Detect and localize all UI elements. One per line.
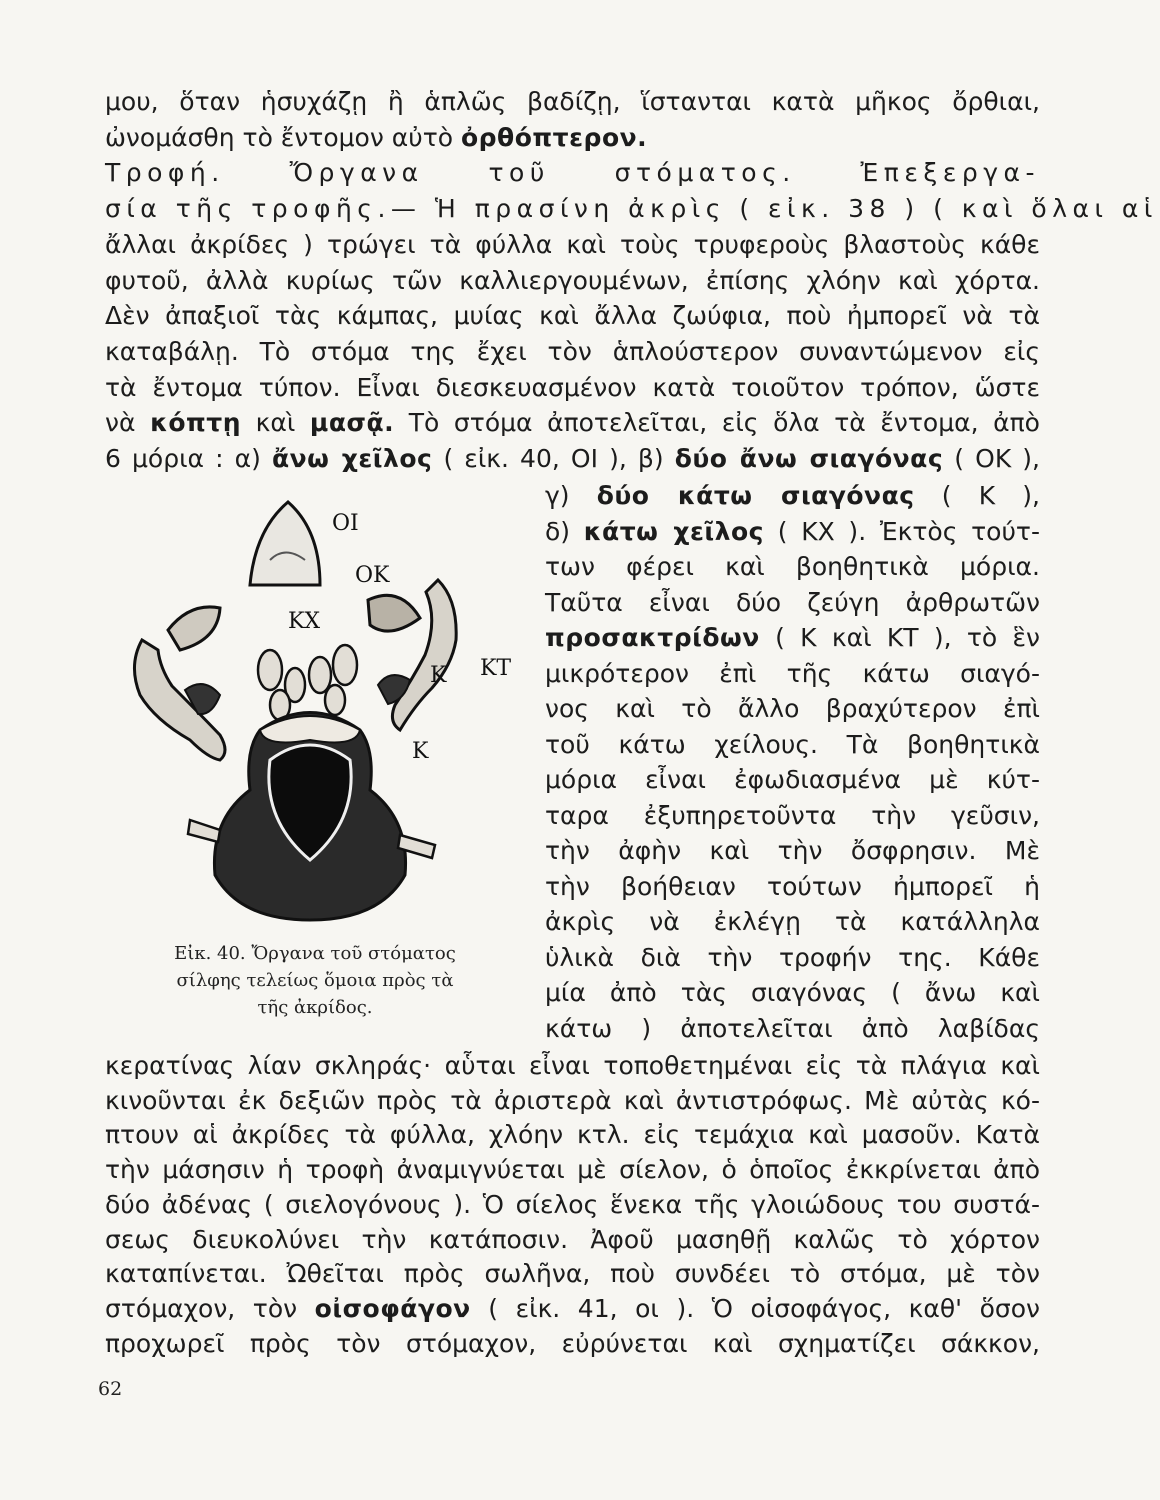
bold-term: οἰσοφάγον — [314, 1293, 471, 1323]
label-k-lower: Κ — [412, 739, 429, 764]
figure-caption-line-3: τῆς ἀκρίδος. — [257, 997, 373, 1018]
mandible-right — [368, 595, 420, 631]
text-line — [105, 405, 1040, 441]
mouthparts-figure — [120, 490, 520, 940]
figure-caption-line-1: Εἰκ. 40. Ὄργανα τοῦ στόματος — [174, 943, 456, 964]
bold-term: μασᾷ. — [309, 408, 395, 438]
text-line: ταρα ἐξυπηρετοῦντα τὴν γεῦσιν, — [545, 800, 1040, 830]
bold-term: κάτω χεῖλος — [583, 516, 764, 546]
text-segment: καὶ — [241, 408, 310, 438]
text-line — [105, 441, 1040, 477]
label-kt: ΚΤ — [480, 656, 512, 681]
page-number: 62 — [98, 1378, 123, 1400]
text-line: δύο ἀδένας ( σιελογόνους ). Ὁ σίελος ἕνεκα τῆς γλοιώδους του συστά- — [105, 1189, 1040, 1219]
label-ok: ΟΚ — [355, 563, 390, 588]
mandible-left — [168, 607, 220, 650]
bold-term: προσακτρίδων — [545, 623, 760, 652]
text-segment: ( Κ ), — [914, 481, 1040, 510]
text-segment: δ) — [545, 516, 584, 546]
text-line: τὴν βοήθειαν τούτων ἠμπορεῖ ἡ — [545, 871, 1040, 901]
text-line: τὴν μάσησιν ἡ τροφὴ ἀναμιγνύεται μὲ σίελον, ὁ ὁποῖος ἐκκρίνεται ἀπὸ — [105, 1155, 1040, 1185]
text-line: κάτω ) ἀποτελεῖται ἀπὸ λαβίδας — [545, 1013, 1040, 1043]
text-line: πτουν αἱ ἀκρίδες τὰ φύλλα, χλόην κτλ. εἰς τεμάχια καὶ μασοῦν. Κατὰ — [105, 1120, 1040, 1150]
text-line — [105, 1291, 1040, 1327]
text-line — [545, 478, 1040, 514]
antenna-left — [188, 820, 220, 842]
bold-term: ἄνω χεῖλος — [271, 444, 433, 473]
text-line: ἄλλαι ἀκρίδες ) τρώγει τὰ φύλλα καὶ τοὺς τρυφεροὺς βλαστοὺς κάθε — [105, 229, 1040, 259]
text-line: σία τῆς τροφῆς.— Ἡ πρασίνη ἀκρὶς ( εἰκ. 38 ) ( καὶ ὅλαι αἱ — [105, 194, 1158, 224]
text-line: μικρότερον ἐπὶ τῆς κάτω σιαγό- — [545, 658, 1040, 688]
text-segment: 6 μόρια : α) — [105, 444, 272, 473]
text-segment: νὰ — [105, 408, 151, 438]
bold-term: δύο κάτω σιαγόνας — [596, 481, 915, 510]
bold-term: κόπτῃ — [150, 408, 242, 438]
text-segment: ( εἰκ. 41, οι ). Ὁ οἰσοφάγος, καθ' ὅσον — [470, 1293, 1040, 1323]
label-oi: ΟΙ — [332, 511, 359, 536]
text-line: καταβάλῃ. Τὸ στόμα της ἔχει τὸν ἁπλούστερον συναντώμενον εἰς — [105, 336, 1040, 366]
label-k-upper: Κ — [430, 663, 447, 688]
text-line — [545, 514, 1040, 550]
text-line: προχωρεῖ πρὸς τὸν στόμαχον, εὐρύνεται καὶ σχηματίζει σάκκον, — [105, 1328, 1040, 1358]
labial-palps — [258, 645, 357, 720]
text-line — [105, 120, 1040, 156]
text-line: καταπίνεται. Ὠθεῖται πρὸς σωλῆνα, ποὺ συνδέει τὸ στόμα, μὲ τὸν — [105, 1259, 1040, 1289]
text-line: κερατίνας λίαν σκληράς· αὗται εἶναι τοποθετημέναι εἰς τὰ πλάγια καὶ — [105, 1051, 1040, 1080]
bold-term: δύο ἄνω σιαγόνας — [674, 444, 944, 473]
text-line: τὰ ἔντομα τύπον. Εἶναι διεσκευασμένον κατὰ τοιοῦτον τρόπον, ὥστε — [105, 372, 1040, 402]
text-line: φυτοῦ, ἀλλὰ κυρίως τῶν καλλιεργουμένων, ἐπίσης χλόην καὶ χόρτα. — [105, 265, 1040, 295]
text-line: Τροφή. Ὄργανα τοῦ στόματος. Ἐπεξεργα- — [105, 158, 1040, 188]
text-line: των φέρει καὶ βοηθητικὰ μόρια. — [545, 552, 1040, 581]
text-segment: ( ΟΚ ), — [943, 444, 1041, 473]
text-segment: ( Κ καὶ ΚΤ ), τὸ ἓν — [759, 623, 1040, 652]
text-line: τοῦ κάτω χείλους. Τὰ βοηθητικὰ — [545, 729, 1040, 759]
text-line: μία ἀπὸ τὰς σιαγόνας ( ἄνω καὶ — [545, 978, 1040, 1007]
text-segment: γ) — [545, 481, 597, 510]
text-line: Δὲν ἀπαξιοῖ τὰς κάμπας, μυίας καὶ ἄλλα ζωύφια, ποὺ ἠμπορεῖ νὰ τὰ — [105, 301, 1040, 331]
text-segment: ὠνομάσθη τὸ ἔντομον αὐτὸ — [105, 122, 461, 152]
text-segment: στόμαχον, τὸν — [105, 1293, 315, 1323]
figure-caption-line-2: σίλφης τελείως ὅμοια πρὸς τὰ — [176, 970, 454, 991]
text-line: Ταῦτα εἶναι δύο ζεύγη ἀρθρωτῶν — [545, 587, 1040, 617]
text-line: κινοῦνται ἐκ δεξιῶν πρὸς τὰ ἀριστερὰ καὶ ἀντιστρόφως. Μὲ αὐτὰς κό- — [105, 1085, 1040, 1115]
text-line: ἀκρὶς νὰ ἐκλέγῃ τὰ κατάλληλα — [545, 907, 1040, 936]
labrum-shape — [250, 502, 320, 585]
text-line: σεως διευκολύνει τὴν κατάποσιν. Ἀφοῦ μασηθῇ καλῶς τὸ χόρτον — [105, 1224, 1040, 1254]
text-segment: ( ΚΧ ). Ἐκτὸς τούτ- — [763, 516, 1040, 546]
text-line: μόρια εἶναι ἐφωδιασμένα μὲ κύτ- — [545, 765, 1040, 794]
text-line: ὑλικὰ διὰ τὴν τροφήν της. Κάθε — [545, 942, 1040, 972]
text-line: μου, ὅταν ἡσυχάζῃ ἢ ἁπλῶς βαδίζῃ, ἵστανται κατὰ μῆκος ὄρθιαι, — [105, 87, 1040, 116]
text-segment: ( εἰκ. 40, ΟΙ ), β) — [432, 444, 675, 473]
text-line: νος καὶ τὸ ἄλλο βραχύτερον ἐπὶ — [545, 694, 1040, 723]
bold-term: ὀρθόπτερον. — [460, 122, 648, 152]
label-kx: ΚΧ — [288, 609, 321, 634]
text-line — [545, 620, 1040, 656]
text-segment: Τὸ στόμα ἀποτελεῖται, εἰς ὅλα τὰ ἔντομα, ἀπὸ — [394, 408, 1040, 438]
text-line: τὴν ἀφὴν καὶ τὴν ὄσφρησιν. Μὲ — [545, 836, 1040, 865]
